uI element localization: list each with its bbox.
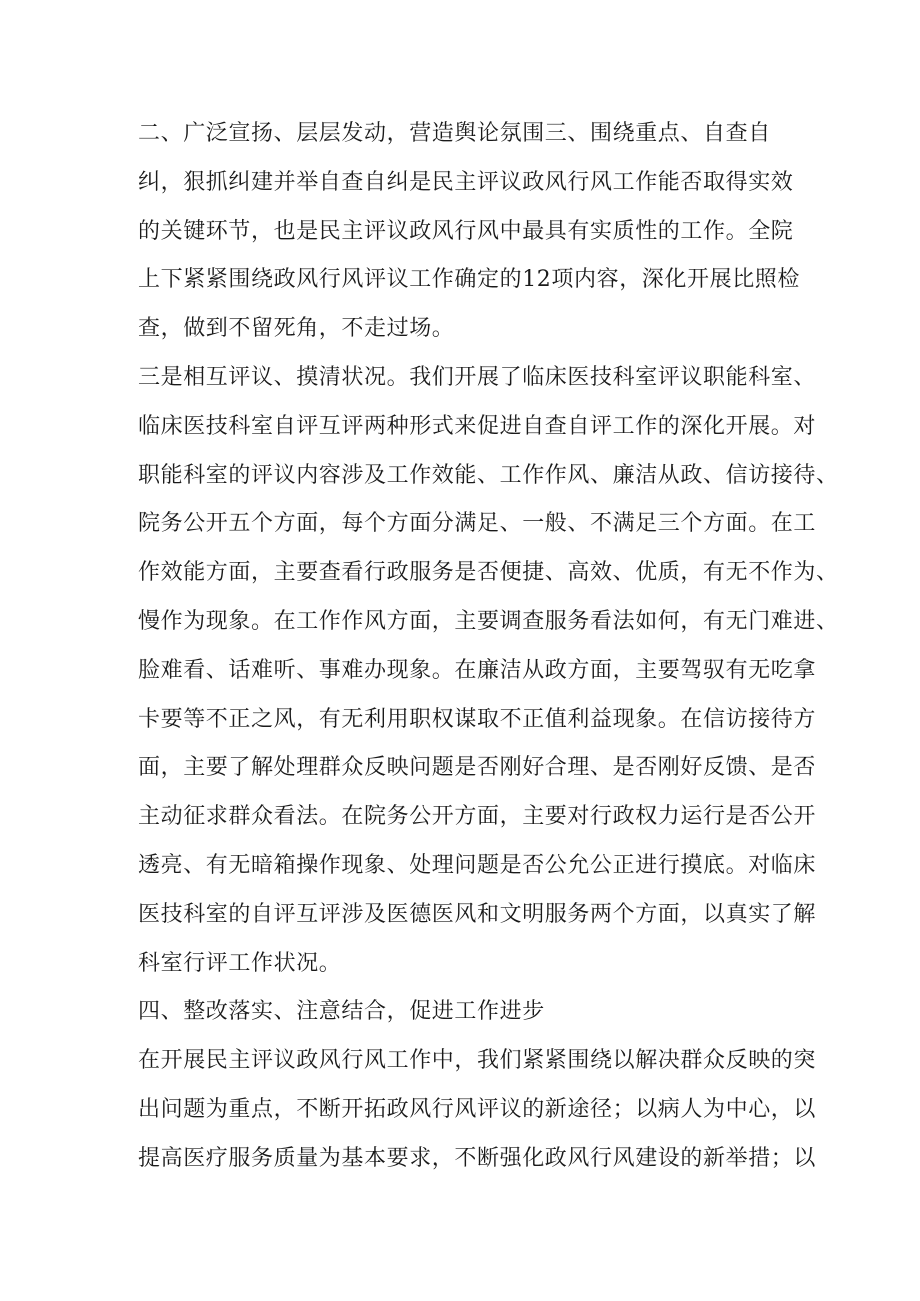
text-line: 的关键环节，也是民主评议政风行风中最具有实质性的工作。全院 xyxy=(138,218,794,244)
text-line: 主动征求群众看法。在院务公开方面，主要对行政权力运行是否公开 xyxy=(138,804,817,830)
text-line: 出问题为重点，不断开拓政风行风评议的新途径；以病人为中心，以 xyxy=(138,1096,817,1122)
text-line: 三是相互评议、摸清状况。我们开展了临床医技科室评议职能科室、 xyxy=(138,364,817,390)
document-body xyxy=(138,110,839,1184)
text-line: 临床医技科室自评互评两种形式来促进自查自评工作的深化开展。对 xyxy=(138,413,817,439)
text-line: 纠，狠抓纠建并举自查自纠是民主评议政风行风工作能否取得实效 xyxy=(138,169,794,195)
text-line: 卡要等不正之风，有无利用职权谋取不正值利益现象。在信访接待方 xyxy=(138,706,817,732)
text-line: 上下紧紧围绕政风行风评议工作确定的12项内容，深化开展比照检 xyxy=(138,267,800,293)
text-line: 提高医疗服务质量为基本要求，不断强化政风行风建设的新举措；以 xyxy=(138,1145,817,1171)
text-line: 在开展民主评议政风行风工作中，我们紧紧围绕以解决群众反映的突 xyxy=(138,1048,817,1074)
text-line: 职能科室的评议内容涉及工作效能、工作作风、廉洁从政、信访接待、 xyxy=(138,462,839,488)
text-line: 慢作为现象。在工作作风方面，主要调查服务看法如何，有无门难进、 xyxy=(138,608,839,634)
text-line: 作效能方面，主要查看行政服务是否便捷、高效、优质，有无不作为、 xyxy=(138,560,839,586)
text-line: 院务公开五个方面，每个方面分满足、一般、不满足三个方面。在工 xyxy=(138,511,817,537)
text-line: 医技科室的自评互评涉及医德医风和文明服务两个方面，以真实了解 xyxy=(138,901,817,927)
text-line: 科室行评工作状况。 xyxy=(138,950,342,976)
section-heading: 四、整改落实、注意结合，促进工作进步 xyxy=(138,999,545,1025)
text-line: 二、广泛宣扬、层层发动，营造舆论氛围三、围绕重点、自查自 xyxy=(138,121,771,146)
text-line: 查，做到不留死角，不走过场。 xyxy=(138,316,455,342)
text-line: 面，主要了解处理群众反映问题是否刚好合理、是否刚好反馈、是否 xyxy=(138,755,817,781)
text-line: 透亮、有无暗箱操作现象、处理问题是否公允公正进行摸底。对临床 xyxy=(138,852,817,878)
text-line: 脸难看、话难听、事难办现象。在廉洁从政方面，主要驾驭有无吃拿 xyxy=(138,657,817,683)
